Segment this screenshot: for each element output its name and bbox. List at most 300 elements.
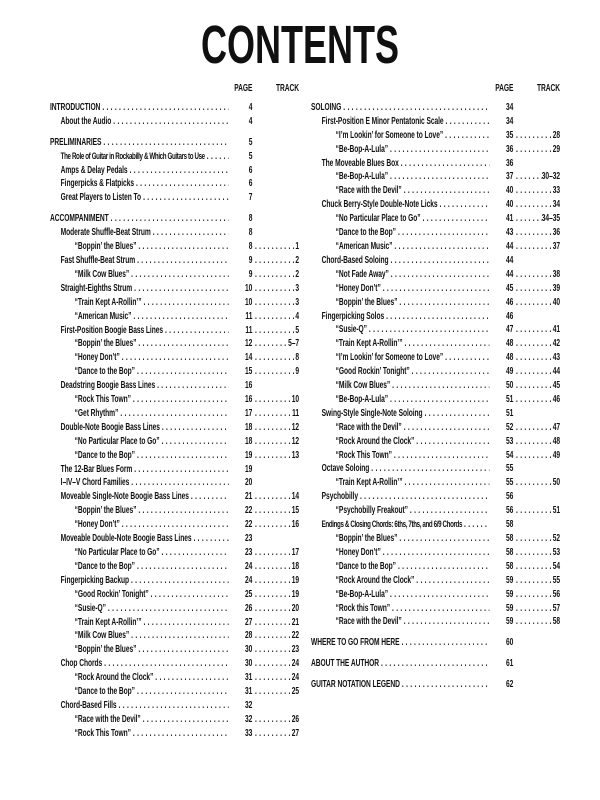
toc-entry [311,282,560,296]
toc-entry-label: “No Particular Place to Go” [335,213,421,225]
toc-entry-label: Chuck Berry-Style Double-Note Licks [321,199,438,211]
toc-entry-label: “Be-Bop-A-Lula” [335,393,389,405]
toc-entry-label: “Race with the Devil” [74,713,141,725]
dot-leader [252,699,299,713]
toc-entry-label: GUITAR NOTATION LEGEND [311,679,400,691]
toc-entry-track-zone [513,143,560,157]
dot-leader [402,615,490,629]
toc-entry-page: 44 [506,268,514,280]
toc-entry [50,657,299,671]
toc-entry [311,393,560,407]
toc-entry-track-zone [252,657,299,671]
toc-entry-track: 5 [295,324,300,336]
dot-leader [408,504,489,518]
toc-entry-label: “Be-Bop-A-Lula” [335,171,389,183]
toc-entry-track-zone [252,463,299,477]
dot-leader [513,546,552,560]
toc-entry-page: 5 [248,150,253,162]
toc-entry-label: Amps & Delay Pedals [60,164,128,176]
toc-entry-label: “Milk Cow Blues” [335,380,391,392]
toc-entry [311,351,560,365]
toc-entry-label: “Be-Bop-A-Lula” [335,143,389,155]
toc-entry [311,184,560,198]
toc-entry-page: 59 [506,616,514,628]
toc-entry-track: 52 [552,533,561,544]
toc-entry [50,115,299,129]
dot-leader [135,254,228,268]
dot-leader [131,393,228,407]
toc-entry-page: 44 [506,240,514,252]
dot-leader [131,727,228,741]
toc-entry [50,476,299,490]
toc-entry-track: 18 [291,560,300,572]
toc-entry [311,226,560,240]
toc-entry-page: 11 [245,310,253,322]
toc-entry-track: 13 [291,449,300,461]
dot-leader [513,602,552,616]
toc-entry-label: “Rock Around the Clock” [335,435,415,447]
toc-entry-page: 32 [245,699,253,711]
dot-leader [252,532,299,546]
dot-leader [311,82,489,96]
toc-entry-track-zone [252,365,299,379]
dot-leader [381,282,490,296]
dot-leader [513,504,552,518]
toc-entry-track-zone [252,616,299,630]
toc-entry [50,177,299,191]
toc-entry-label: “Rock Around the Clock” [335,574,415,586]
dot-leader [252,115,299,129]
toc-entry-label: “I’m Lookin’ for Someone to Love” [335,129,444,141]
toc-entry-track: 16 [291,519,300,531]
toc-entry-page: 45 [506,282,514,294]
toc-entry-page: 60 [506,637,514,649]
dot-leader [129,476,228,490]
toc-entry-track-zone [252,282,299,296]
dot-leader [252,504,291,518]
toc-entry-label: “Psychobilly Freakout” [335,505,408,517]
dot-leader [136,504,228,518]
toc-entry [50,393,299,407]
dot-leader [252,727,291,741]
dot-leader [205,150,229,164]
toc-entry-label: “Race with the Devil” [335,616,402,628]
toc-entry-page: 8 [248,227,253,239]
toc-entry [311,518,560,532]
toc-entry-label: “Train Kept A-Rollin’” [335,477,403,489]
dot-leader [129,629,228,643]
toc-entry-track: 57 [552,602,561,614]
dot-leader [141,296,228,310]
track-header-zone [252,82,299,96]
toc-entry-label: INTRODUCTION [50,101,101,113]
toc-entry-page: 34 [506,101,514,113]
toc-entry [311,636,560,650]
toc-entry [50,226,299,240]
dot-leader [252,421,291,435]
toc-entry-track: 25 [291,686,300,698]
toc-entry-label: “Boppin’ the Blues” [74,338,137,350]
toc-entry-page: 6 [248,164,253,176]
toc-entry-label: “Race with the Devil” [335,421,402,433]
toc-entry-label: “Rock This Town” [74,394,131,406]
dot-leader [443,129,489,143]
toc-entry-label: Chord-Based Fills [60,699,117,711]
toc-entry-page: 19 [245,463,253,475]
dot-leader [192,532,229,546]
dot-leader [399,636,489,650]
toc-entry-page: 36 [506,143,514,155]
toc-entry-track-zone [513,560,560,574]
column-header [311,82,560,96]
toc-entry-track: 3 [295,296,300,308]
dot-leader [149,588,229,602]
toc-entry-label: “Rock this Town” [335,602,391,614]
toc-entry-track-zone [513,240,560,254]
toc-entry-track: 20 [291,602,300,614]
toc-entry-track-zone [513,476,560,490]
toc-entry [311,337,560,351]
toc-entry-track-zone [252,324,299,338]
toc-entry [311,476,560,490]
toc-entry-label: “American Music” [74,310,132,322]
toc-entry-page: 61 [506,658,514,670]
toc-entry-track-zone [513,268,560,282]
toc-entry-track: 47 [552,421,561,433]
dot-leader [513,254,560,268]
dot-leader [399,157,490,171]
toc-entry-track-zone [513,546,560,560]
dot-leader [252,407,292,421]
toc-entry-page: 52 [506,421,514,433]
dot-leader [397,296,489,310]
toc-entry-page: 46 [506,296,514,308]
toc-entry [311,602,560,616]
toc-entry-track-zone [252,310,299,324]
toc-entry-label: “Rock This Town” [74,727,131,739]
toc-entry-track-zone [252,602,299,616]
dot-leader [513,574,552,588]
toc-entry-page: 6 [248,178,253,190]
dot-leader [513,323,552,337]
page-column-header: PAGE [234,83,253,94]
toc-entry-track-zone [252,504,299,518]
toc-entry-page: 54 [506,449,514,461]
toc-entry-label: Psychobilly [321,491,358,503]
dot-leader [252,449,291,463]
dot-leader [397,532,489,546]
dot-leader [444,115,490,129]
dot-leader [189,490,228,504]
toc-entry [311,560,560,574]
toc-entry-track: 29 [552,143,561,155]
toc-entry-page: 15 [245,366,253,378]
dot-leader [513,435,552,449]
dot-leader [252,546,291,560]
toc-entry-track-zone [252,699,299,713]
toc-entry-track: 38 [552,268,561,280]
dot-leader [389,254,490,268]
dot-leader [135,685,228,699]
toc-entry-track-zone [252,588,299,602]
dot-leader [252,365,295,379]
toc-entry-track: 39 [552,282,561,294]
toc-entry [311,407,560,421]
toc-entry-track-zone [252,351,299,365]
toc-entry-page: 56 [506,491,514,503]
dot-leader [252,629,291,643]
toc-entry-label: ABOUT THE AUTHOR [311,658,379,670]
dot-leader [513,657,560,671]
toc-entry [311,129,560,143]
toc-entry-label: “Get Rhythm” [74,407,119,419]
dot-leader [252,177,299,191]
toc-entry-page: 25 [245,588,253,600]
dot-leader [513,421,552,435]
toc-entry-track-zone [513,226,560,240]
toc-entry-track: 11 [292,407,300,419]
toc-entry-track: 33 [552,185,561,197]
dot-leader [513,184,552,198]
toc-entry-label: “Susie-Q” [335,324,367,336]
toc-entry-page: 9 [248,254,253,266]
toc-entry-track-zone [513,435,560,449]
dot-leader [252,393,291,407]
toc-entry-label: “Milk Cow Blues” [74,268,130,280]
toc-entry-track: 8 [295,352,300,364]
toc-entry-track: 34–35 [541,213,561,225]
toc-entry-page: 58 [506,560,514,572]
toc-entry-page: 8 [248,213,253,225]
toc-entry-track: 28 [552,129,561,141]
toc-entry [311,435,560,449]
toc-entry-page: 28 [245,630,253,642]
dot-leader [513,198,552,212]
dot-leader [388,170,489,184]
toc-entry-page: 23 [245,547,253,558]
toc-entry-label: First-Position Boogie Bass Lines [60,324,164,336]
toc-entry-track-zone [513,212,560,226]
toc-entry-track-zone [252,518,299,532]
toc-entry-track-zone [513,101,560,115]
toc-entry-label: “Train Kept A-Rollin’” [335,338,403,350]
dot-leader [252,518,291,532]
dot-leader [388,588,489,602]
dot-leader [513,476,552,490]
toc-entry-track-zone [513,351,560,365]
toc-entry-track-zone [252,226,299,240]
toc-entry-label: ACCOMPANIMENT [50,213,109,225]
dot-leader [513,393,552,407]
toc-entry-label: Endings & Closing Chords: 6ths, 7ths, and 6/9 Chords [321,519,463,530]
dot-leader [153,671,228,685]
toc-entry-page: 50 [506,380,514,392]
dot-leader [100,101,228,115]
toc-entry-page: 31 [245,686,253,698]
dot-leader [252,212,299,226]
toc-entry-track: 48 [552,435,561,447]
toc-entry-track-zone [252,296,299,310]
toc-entry-page: 22 [245,505,253,517]
toc-entries-right [311,101,560,692]
toc-entry-track-zone [513,393,560,407]
toc-entry [311,157,560,171]
toc-entry-label: “Dance to the Bop” [335,227,396,239]
dot-leader [513,532,552,546]
dot-leader [163,324,228,338]
toc-entry-track: 42 [552,338,561,350]
toc-entry-label: Octave Soloing [321,463,370,475]
toc-entry-label: “Honey Don’t” [74,519,120,531]
toc-entry-track: 17 [291,547,300,558]
toc-entry-page: 4 [248,101,253,113]
toc-entry [311,212,560,226]
toc-entry-page: 18 [245,421,253,433]
dot-leader [513,449,552,463]
toc-entry [50,101,299,115]
toc-entry-label: Straight-Eighths Strum [60,282,133,294]
toc-entry-label: WHERE TO GO FROM HERE [311,637,400,649]
toc-entry-label: SOLOING [311,101,342,113]
toc-column-right [311,82,560,741]
toc-entry-track-zone [252,240,299,254]
dot-leader [136,337,228,351]
toc-entry-label: The Role of Guitar in Rockabilly & Which Guitars to Use [60,150,205,161]
dot-leader [513,560,552,574]
toc-entry-track-zone [252,490,299,504]
dot-leader [443,351,489,365]
toc-entry-track: 50 [552,477,561,489]
dot-leader [252,657,291,671]
toc-entry-label: “Susie-Q” [74,602,106,614]
page-content [0,15,600,741]
dot-leader [392,240,489,254]
toc-entry [50,254,299,268]
toc-entry-label: I–IV–V Chord Families [60,477,130,489]
dot-leader [134,177,228,191]
toc-entry-label: “Good Rockin’ Tonight” [335,366,410,378]
toc-entry-track: 22 [291,630,300,642]
toc-entry-page: 51 [506,393,514,405]
toc-entry-label: “Dance to the Bop” [74,366,135,378]
toc-entry-label: “Rock Around the Clock” [74,672,154,684]
toc-entry [50,191,299,205]
dot-leader [513,462,560,476]
dot-leader [513,296,552,310]
toc-entry-page: 48 [506,338,514,350]
toc-entry-track: 34 [552,199,561,211]
toc-entry-track: 37 [552,240,561,252]
toc-entry-page: 16 [245,394,253,406]
toc-entry [311,323,560,337]
toc-entry [311,365,560,379]
toc-entry-page: 9 [248,268,253,280]
dot-leader [252,616,291,630]
toc-entry-track-zone [513,615,560,629]
toc-entry-label: First-Position E Minor Pentatonic Scale [321,115,444,127]
dot-leader [414,435,489,449]
column-header [50,82,299,96]
toc-entry [311,268,560,282]
dot-leader [252,240,295,254]
toc-entry-track-zone [252,164,299,178]
toc-entry [50,685,299,699]
dot-leader [135,449,228,463]
toc-entry-page: 5 [248,136,253,148]
dot-leader [117,699,229,713]
toc-entry-track-zone [513,421,560,435]
dot-leader [252,602,291,616]
toc-entry-page: 24 [245,560,253,572]
dot-leader [120,351,229,365]
toc-entry-track-zone [252,713,299,727]
toc-entry [50,602,299,616]
toc-entry-track-zone [252,268,299,282]
dot-leader [252,588,291,602]
toc-entry-page: 19 [245,449,253,461]
toc-entry-track-zone [513,296,560,310]
dot-leader [252,671,291,685]
dot-leader [252,324,295,338]
dot-leader [252,150,299,164]
toc-entry-label: Chop Chords [60,658,103,670]
toc-entry-label: “Honey Don’t” [335,282,381,294]
toc-entry-page: 46 [506,310,514,322]
toc-entry [50,136,299,150]
toc-entry [50,365,299,379]
toc-entry-label: “Boppin’ the Blues” [74,644,137,656]
dot-leader [513,310,560,324]
toc-entry [50,282,299,296]
toc-entry [50,337,299,351]
toc-entry-page: 41 [506,213,514,225]
toc-entry [50,449,299,463]
toc-entry-track-zone [252,177,299,191]
toc-entry-page: 37 [506,171,514,183]
dot-leader [135,365,228,379]
toc-entry [50,268,299,282]
toc-entry-track-zone [513,588,560,602]
toc-entry [311,504,560,518]
dot-leader [252,685,291,699]
toc-entry-track: 36 [552,227,561,239]
toc-entry-page: 43 [506,227,514,239]
toc-entry [311,490,560,504]
track-header-zone [513,82,560,96]
dot-leader [129,574,228,588]
toc-entry-track: 24 [291,672,300,684]
dot-leader [396,226,489,240]
dot-leader [513,268,552,282]
toc-entry-track-zone [513,282,560,296]
toc-entry-page: 40 [506,185,514,197]
toc-entry-page: 33 [245,727,253,739]
toc-entry [50,351,299,365]
toc-entry-track: 24 [291,658,300,670]
dot-leader [135,560,228,574]
toc-entry-page: 14 [245,352,253,364]
toc-entry-page: 36 [506,157,514,169]
toc-entry-page: 16 [245,380,253,392]
toc-entry-page: 53 [506,435,514,447]
toc-entry-track: 4 [295,310,300,322]
toc-entry [50,629,299,643]
toc-entry-track: 55 [552,574,561,586]
dot-leader [513,615,552,629]
toc-entry-track-zone [513,184,560,198]
toc-entry-label: The Moveable Blues Box [321,157,399,169]
track-column-header: TRACK [276,83,300,94]
